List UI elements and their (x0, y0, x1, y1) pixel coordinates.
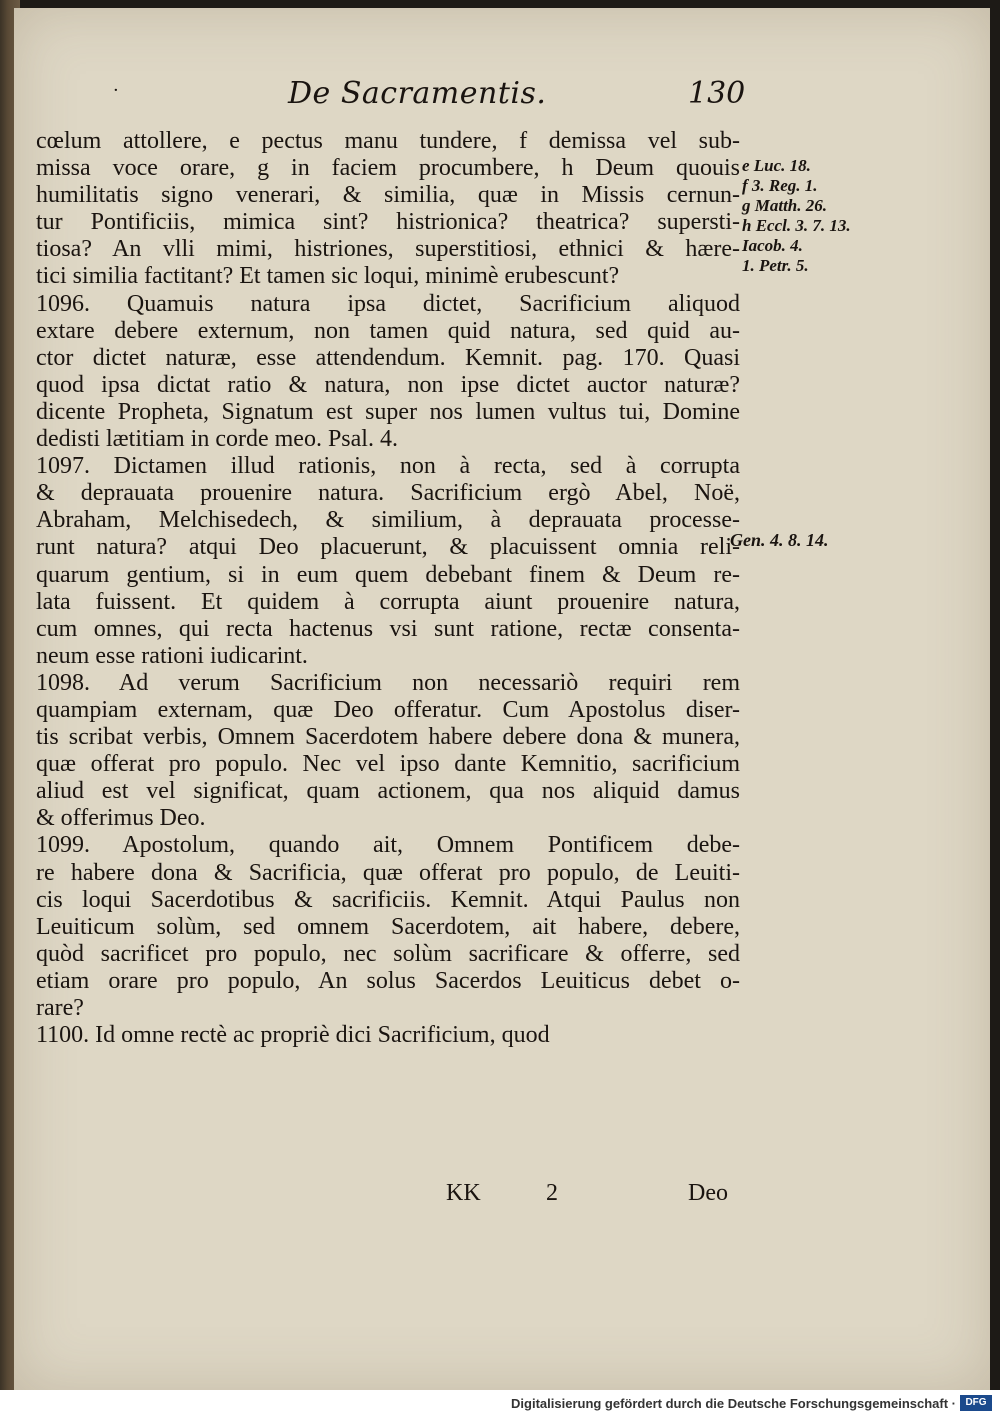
text-line: missa voce orare, g in faciem procumbere, h Deum quouis (36, 155, 740, 182)
dfg-banner (0, 1390, 1000, 1418)
page-footer (36, 1180, 740, 1210)
dfg-logo: DFG (960, 1395, 992, 1411)
margin-notes (742, 156, 982, 276)
text-line: quampiam externam, quæ Deo offeratur. Cum Apostolus diser- (36, 696, 740, 723)
text-line: tur Pontificiis, mimica sint? histrionica? theatrica? supersti- (36, 209, 740, 236)
text-line: ctor dictet naturæ, esse attendendum. Kemnit. pag. 170. Quasi (36, 344, 740, 371)
text-line: quæ offerat pro populo. Nec vel ipso dante Kemnitio, sacrificium (36, 751, 740, 778)
text-line: 1099. Apostolum, quando ait, Omnem Pontificem debe- (36, 832, 740, 859)
text-line: neum esse rationi iudicarint. (36, 642, 308, 669)
margin-note: h Eccl. 3. 7. 13. (742, 216, 851, 235)
text-line: 1097. Dictamen illud rationis, non à recta, sed à corrupta (36, 453, 740, 480)
margin-note: f 3. Reg. 1. (742, 176, 818, 195)
text-line: & offerimus Deo. (36, 805, 206, 832)
text-line: cum omnes, qui recta hactenus vsi sunt ratione, rectæ consenta- (36, 615, 740, 642)
margin-note-genesis: Gen. 4. 8. 14. (730, 530, 829, 550)
text-line: humilitatis signo venerari, & similia, quæ in Missis cernun- (36, 182, 740, 209)
text-line: Abraham, Melchisedech, & similium, à deprauata processe- (36, 507, 740, 534)
margin-note: 1. Petr. 5. (742, 256, 809, 275)
body-text (36, 128, 740, 1049)
signature-mark: KK (446, 1180, 481, 1206)
text-line: 1100. Id omne rectè ac propriè dici Sacrificium, quod (36, 1022, 550, 1049)
running-title: De Sacramentis. (288, 76, 547, 111)
text-line: quarum gentium, si in eum quem debebant finem & Deum re- (36, 561, 740, 588)
text-line: cis loqui Sacerdotibus & sacrificiis. Kemnit. Atqui Paulus non (36, 886, 740, 913)
text-line: Leuiticum solùm, sed omnem Sacerdotem, ait habere, debere, (36, 913, 740, 940)
text-line: dedisti lætitiam in corde meo. Psal. 4. (36, 426, 398, 453)
page-content (36, 70, 746, 1206)
header-dot: · (113, 80, 119, 101)
text-line: extare debere externum, non tamen quid natura, sed quid au- (36, 317, 740, 344)
text-line: aliud est vel significat, quam actionem, qua nos aliquid damus (36, 778, 740, 805)
text-line: runt natura? atqui Deo placuerunt, & placuissent omnia reli- (36, 534, 740, 561)
text-line: quod ipsa dictat ratio & natura, non ipse dictet auctor naturæ? (36, 371, 740, 398)
text-line: cœlum attollere, e pectus manu tundere, f demissa vel sub- (36, 128, 740, 154)
signature-number: 2 (546, 1180, 558, 1206)
text-line: re habere dona & Sacrificia, quæ offerat pro populo, de Leuiti- (36, 859, 740, 886)
book-page (14, 8, 990, 1390)
margin-note: g Matth. 26. (742, 196, 828, 215)
margin-note: Iacob. 4. (742, 236, 803, 255)
text-line: lata fuissent. Et quidem à corrupta aiunt prouenire natura, (36, 588, 740, 615)
text-line: tiosa? An vlli mimi, histriones, superstitiosi, ethnici & hære- (36, 236, 740, 263)
running-header (36, 70, 746, 111)
text-line: dicente Propheta, Signatum est super nos lumen vultus tui, Domine (36, 398, 740, 425)
catchword: Deo (688, 1180, 728, 1206)
text-line: 1096. Quamuis natura ipsa dictet, Sacrificium aliquod (36, 290, 740, 317)
text-line: quòd sacrificet pro populo, nec solùm sacrificare & offerre, sed (36, 940, 740, 967)
text-line: tici similia factitant? Et tamen sic loqui, minimè erubescunt? (36, 263, 620, 290)
text-line: & deprauata prouenire natura. Sacrificium ergò Abel, Noë, (36, 480, 740, 507)
text-line: rare? (36, 995, 84, 1021)
text-line: 1098. Ad verum Sacrificium non necessariò requiri rem (36, 669, 740, 696)
text-line: etiam orare pro populo, An solus Sacerdos Leuiticus debet o- (36, 967, 740, 994)
dfg-banner-text: Digitalisierung gefördert durch die Deutsche Forschungsgemeinschaft · (511, 1396, 956, 1411)
page-number: 130 (688, 76, 746, 111)
text-line: tis scribat verbis, Omnem Sacerdotem habere debere dona & munera, (36, 724, 740, 751)
margin-note: e Luc. 18. (742, 156, 811, 175)
